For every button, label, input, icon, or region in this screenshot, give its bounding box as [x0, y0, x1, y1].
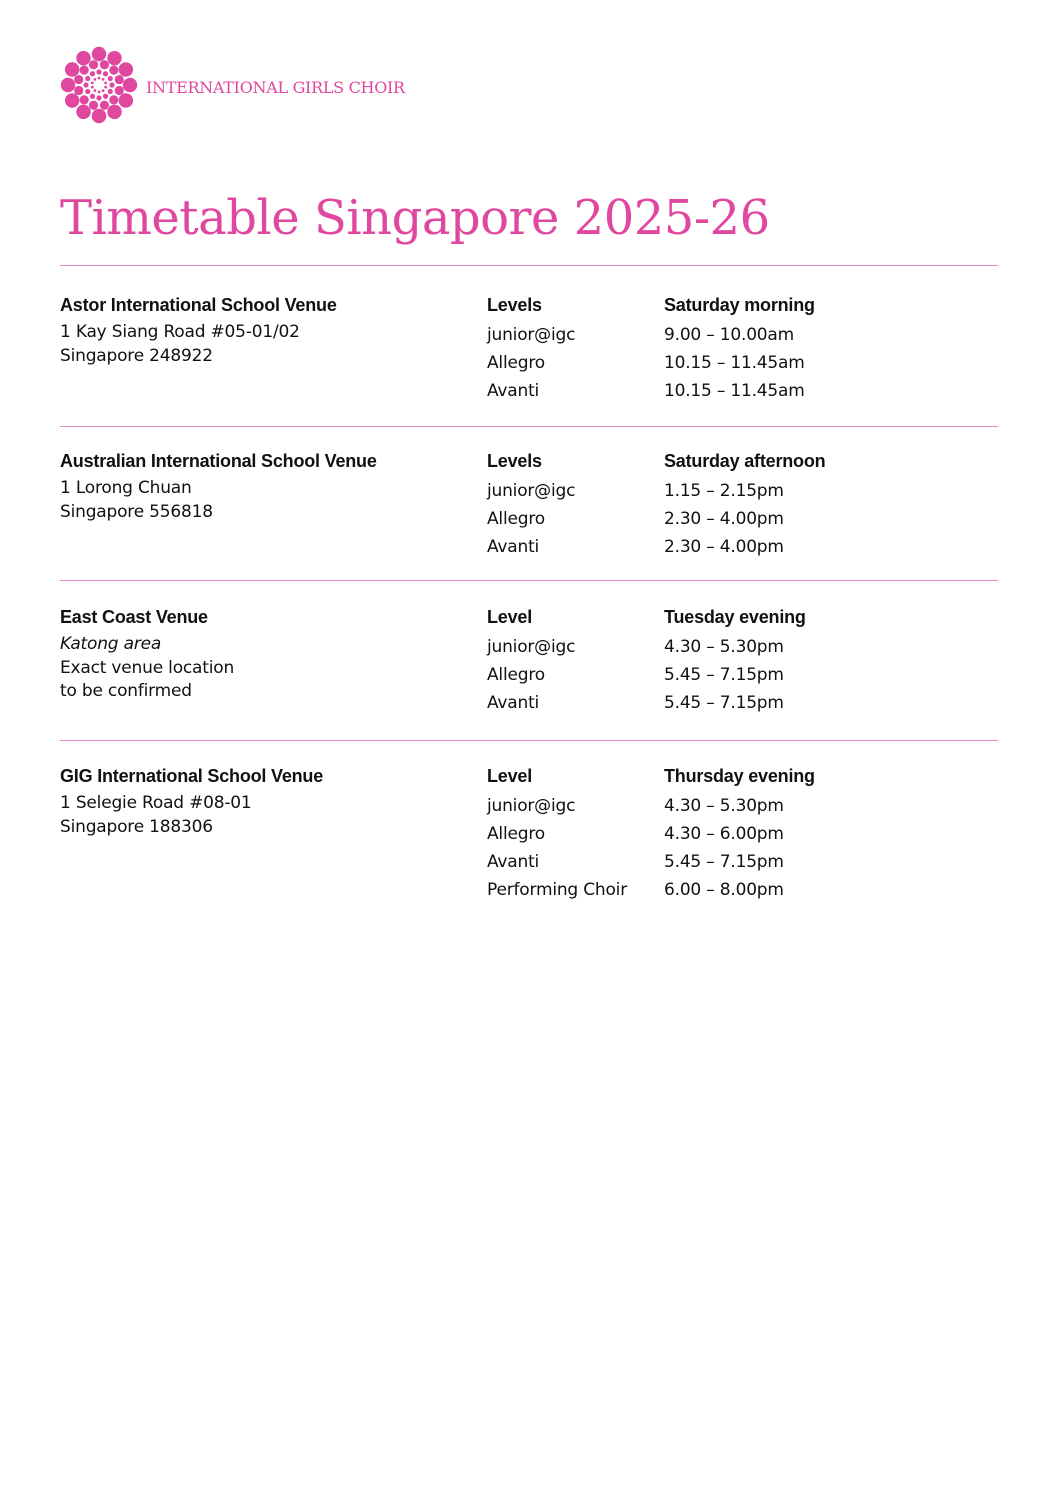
level-item: junior@igc [487, 796, 576, 816]
session-time: 4.30 – 6.00pm [664, 824, 784, 844]
level-item: Allegro [487, 824, 545, 844]
levels-heading: Level [487, 607, 533, 627]
level-item: Avanti [487, 381, 540, 401]
session-heading: Thursday evening [664, 766, 815, 786]
levels-column [487, 293, 657, 405]
levels-heading: Level [487, 766, 533, 786]
session-heading: Saturday morning [664, 295, 815, 315]
venue-name: Astor International School Venue [60, 295, 337, 315]
venue-details [60, 293, 470, 368]
divider [60, 580, 998, 581]
venue-address-line: Singapore 188306 [60, 816, 213, 837]
times-column [664, 293, 964, 405]
level-item: Avanti [487, 852, 540, 872]
levels-heading: Levels [487, 451, 542, 471]
session-time: 2.30 – 4.00pm [664, 537, 784, 557]
venue-address-line: 1 Lorong Chuan [60, 478, 192, 498]
level-item: Allegro [487, 353, 545, 373]
level-item: junior@igc [487, 481, 576, 501]
venue-details [60, 764, 470, 839]
session-time: 1.15 – 2.15pm [664, 481, 784, 501]
level-item: Avanti [487, 537, 540, 557]
venue-address-line: 1 Selegie Road #08-01 [60, 793, 252, 813]
session-time: 9.00 – 10.00am [664, 325, 795, 345]
session-time: 4.30 – 5.30pm [664, 796, 784, 816]
level-item: junior@igc [487, 637, 576, 657]
venue-name: GIG International School Venue [60, 766, 324, 786]
levels-column [487, 605, 657, 717]
levels-heading: Levels [487, 295, 542, 315]
page-title: Timetable Singapore 2025-26 [60, 190, 770, 246]
venue-name: East Coast Venue [60, 607, 208, 627]
times-column [664, 605, 964, 717]
level-item: Performing Choir [487, 880, 627, 900]
venue-details [60, 605, 470, 704]
session-time: 5.45 – 7.15pm [664, 852, 784, 872]
flower-dots-logo-icon [60, 46, 138, 124]
session-time: 5.45 – 7.15pm [664, 693, 784, 713]
brand-logo [60, 46, 405, 124]
session-time: 6.00 – 8.00pm [664, 880, 784, 900]
venue-address-line: Singapore 556818 [60, 501, 213, 522]
session-time: 10.15 – 11.45am [664, 381, 805, 401]
divider [60, 426, 998, 427]
venue-details [60, 449, 470, 524]
venue-address-line: to be confirmed [60, 681, 192, 701]
brand-name: INTERNATIONAL GIRLS CHOIR [146, 77, 405, 97]
venue-area: Katong area [60, 634, 162, 654]
venue-address-line: Singapore 248922 [60, 345, 213, 366]
session-time: 10.15 – 11.45am [664, 353, 805, 373]
times-column [664, 764, 964, 904]
times-column [664, 449, 964, 561]
session-time: 5.45 – 7.15pm [664, 665, 784, 685]
levels-column [487, 764, 657, 904]
venue-address-line: Exact venue location [60, 657, 235, 678]
session-heading: Tuesday evening [664, 607, 806, 627]
level-item: Allegro [487, 665, 545, 685]
divider [60, 740, 998, 741]
levels-column [487, 449, 657, 561]
session-heading: Saturday afternoon [664, 451, 826, 471]
level-item: Avanti [487, 693, 540, 713]
session-time: 4.30 – 5.30pm [664, 637, 784, 657]
level-item: junior@igc [487, 325, 576, 345]
venue-name: Australian International School Venue [60, 451, 377, 471]
session-time: 2.30 – 4.00pm [664, 509, 784, 529]
level-item: Allegro [487, 509, 545, 529]
venue-address-line: 1 Kay Siang Road #05-01/02 [60, 322, 300, 342]
divider [60, 265, 998, 266]
